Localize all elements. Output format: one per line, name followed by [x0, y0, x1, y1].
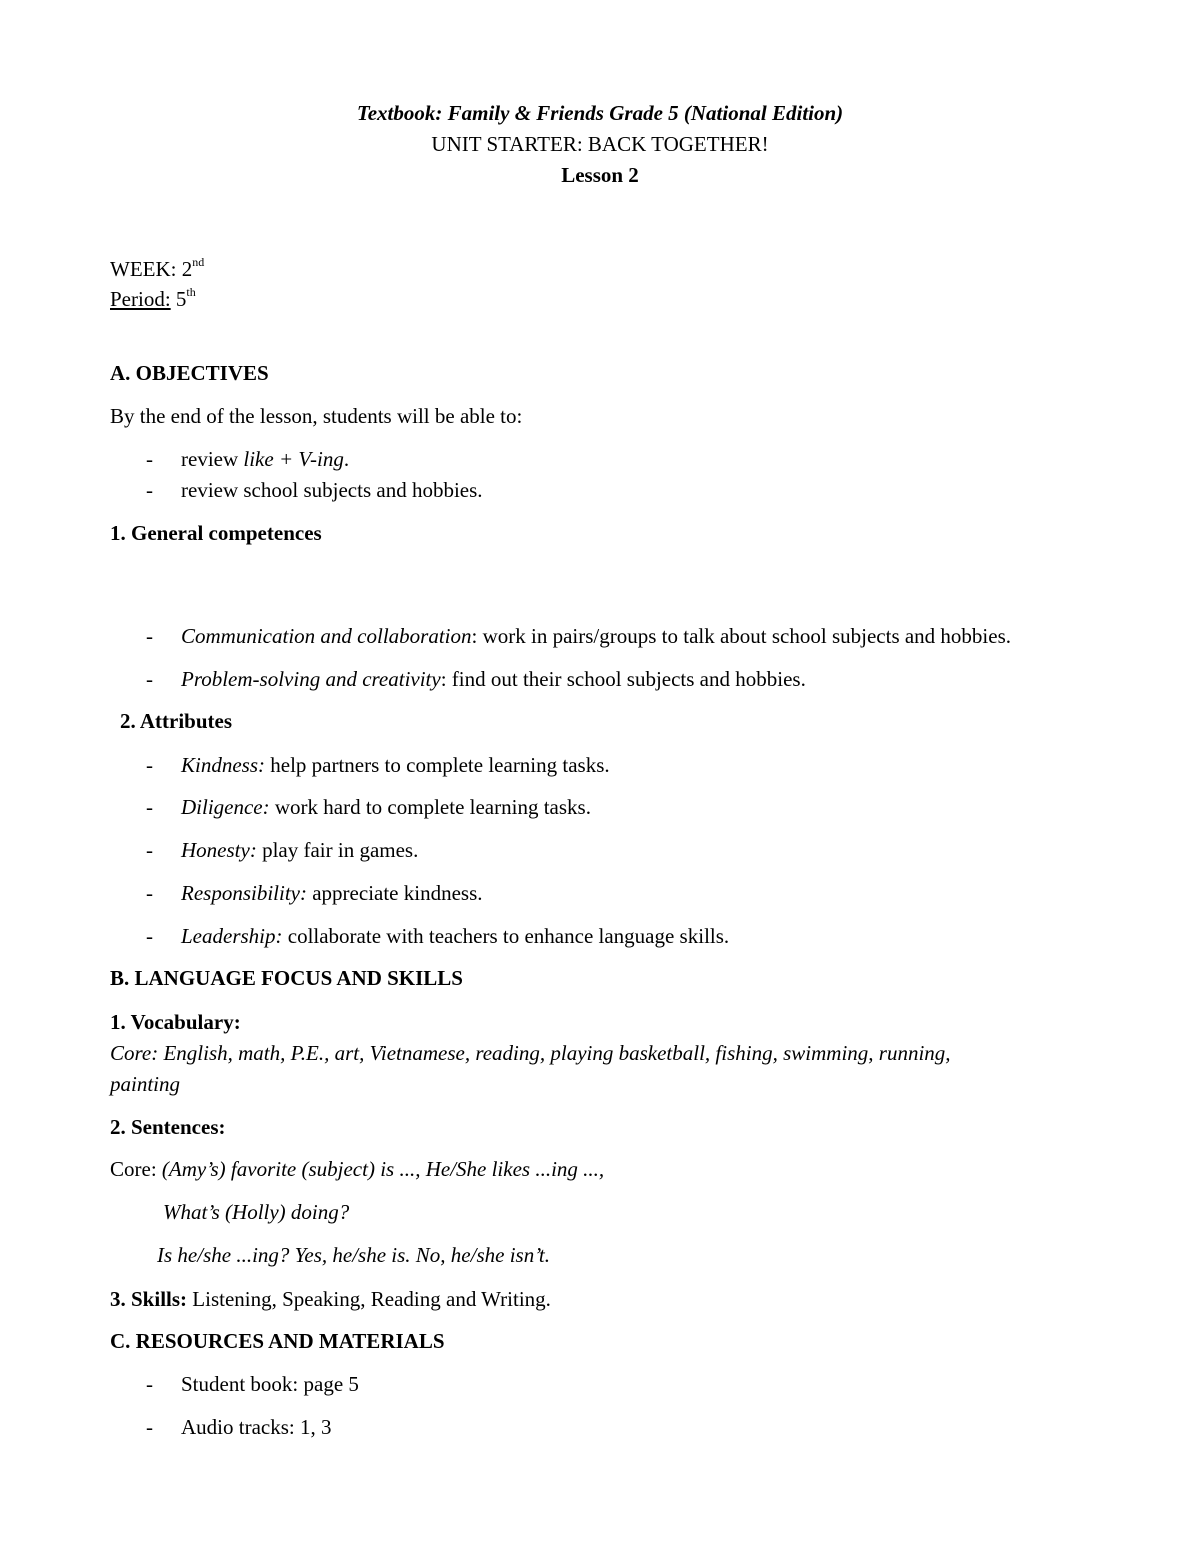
period-label: Period:: [110, 287, 171, 311]
attribute-text: help partners to complete learning tasks.: [265, 753, 610, 777]
sentences-line: What’s (Holly) doing?: [163, 1200, 350, 1224]
sentences-heading: 2. Sentences:: [110, 1115, 226, 1139]
attribute-text: work hard to complete learning tasks.: [269, 795, 591, 819]
unit-title: UNIT STARTER: BACK TOGETHER!: [431, 132, 769, 156]
sentences-core: [110, 1156, 604, 1183]
objective-italic: like + V-ing: [243, 447, 344, 471]
attribute-item: [181, 837, 418, 864]
skills-label: 3. Skills:: [110, 1287, 188, 1311]
skills-line: [110, 1286, 551, 1313]
sentences-core-label: Core:: [110, 1157, 162, 1181]
vocabulary-line: Core: English, math, P.E., art, Vietnamese, reading, playing basketball, fishing, swimming, running,: [110, 1041, 951, 1065]
period-value: 5: [170, 287, 187, 311]
objectives-intro: By the end of the lesson, students will be able to:: [110, 404, 523, 428]
resource-item: Audio tracks: 1, 3: [181, 1415, 332, 1439]
bullet-marker: -: [146, 1372, 153, 1396]
general-item: [181, 623, 1011, 650]
objective-prefix: review: [181, 447, 244, 471]
bullet-marker: -: [146, 478, 153, 502]
vocabulary-line: painting: [110, 1072, 181, 1096]
week-line: [110, 256, 204, 283]
bullet-marker: -: [146, 667, 153, 691]
general-heading: 1. General competences: [110, 521, 322, 545]
sentences-line: Is he/she ...ing? Yes, he/she is. No, he/she isn’t.: [157, 1243, 550, 1267]
attribute-text: appreciate kindness.: [306, 881, 483, 905]
general-term: Communication and collaboration: [181, 624, 472, 648]
lesson-title: Lesson 2: [561, 163, 639, 187]
week-sup: nd: [192, 255, 205, 269]
sentences-core-text: (Amy’s) favorite (subject) is ..., He/She likes ...ing ...,: [161, 1157, 605, 1181]
general-item: [181, 666, 806, 693]
bullet-marker: -: [146, 795, 153, 819]
textbook-title: Textbook: Family & Friends Grade 5 (National Edition): [356, 101, 844, 125]
attribute-item: [181, 880, 483, 907]
attribute-term: Honesty:: [181, 838, 257, 862]
attribute-term: Leadership:: [181, 924, 283, 948]
bullet-marker: -: [146, 1415, 153, 1439]
bullet-marker: -: [146, 624, 153, 648]
objective-suffix: .: [343, 447, 350, 471]
bullet-marker: -: [146, 447, 153, 471]
attribute-item: [181, 752, 610, 779]
bullet-marker: -: [146, 838, 153, 862]
general-text: : work in pairs/groups to talk about school subjects and hobbies.: [471, 624, 1012, 648]
language-heading: B. LANGUAGE FOCUS AND SKILLS: [110, 966, 463, 990]
attribute-item: [181, 794, 591, 821]
skills-text: Listening, Speaking, Reading and Writing.: [187, 1287, 551, 1311]
attribute-term: Responsibility:: [181, 881, 307, 905]
attributes-heading: 2. Attributes: [120, 709, 232, 733]
attribute-term: Diligence:: [181, 795, 270, 819]
period-line: [110, 286, 196, 313]
attribute-item: [181, 923, 729, 950]
bullet-marker: -: [146, 753, 153, 777]
bullet-marker: -: [146, 881, 153, 905]
general-text: : find out their school subjects and hobbies.: [440, 667, 806, 691]
resources-heading: C. RESOURCES AND MATERIALS: [110, 1329, 445, 1353]
attribute-text: play fair in games.: [256, 838, 419, 862]
attribute-term: Kindness:: [181, 753, 265, 777]
week-label: WEEK: 2: [110, 257, 193, 281]
bullet-marker: -: [146, 924, 153, 948]
general-term: Problem-solving and creativity: [181, 667, 441, 691]
vocabulary-heading: 1. Vocabulary:: [110, 1010, 241, 1034]
resource-item: Student book: page 5: [181, 1372, 359, 1396]
objective-item: review school subjects and hobbies.: [181, 478, 483, 502]
objective-item: [181, 446, 349, 473]
objectives-heading: A. OBJECTIVES: [110, 361, 269, 385]
attribute-text: collaborate with teachers to enhance language skills.: [282, 924, 730, 948]
period-sup: th: [186, 285, 196, 299]
